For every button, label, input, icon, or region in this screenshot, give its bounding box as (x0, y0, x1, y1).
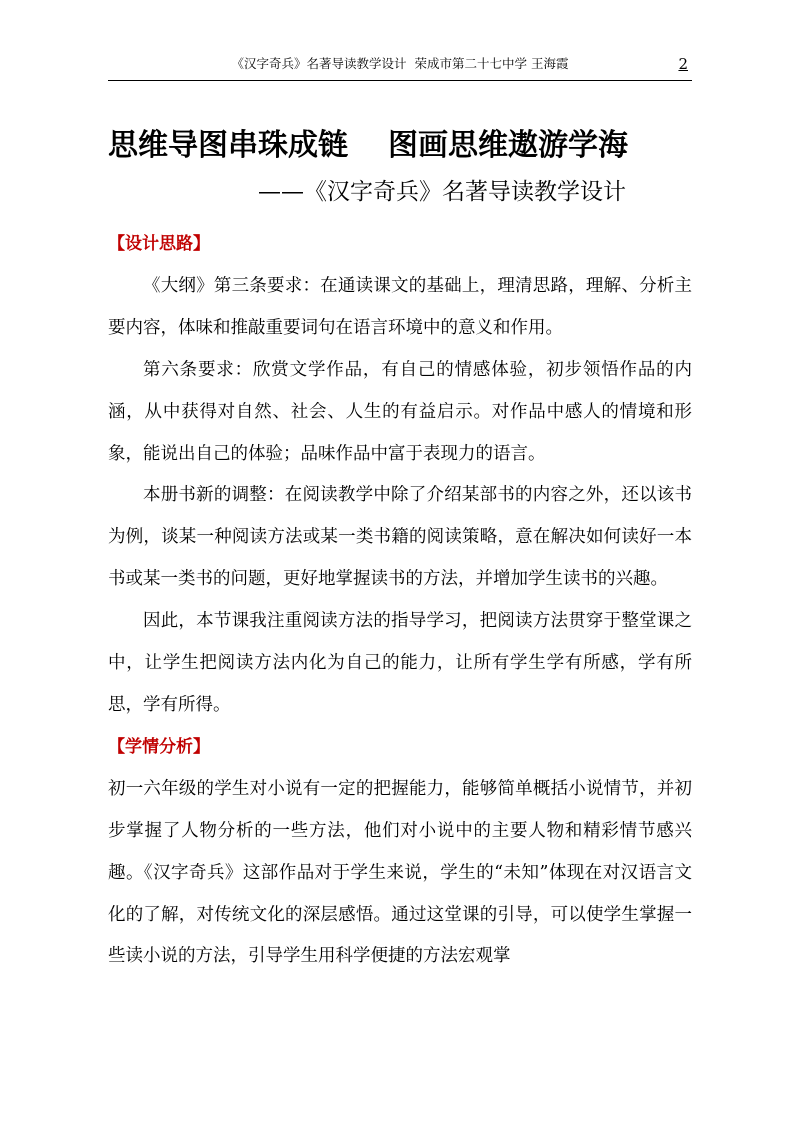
main-title-part1: 思维导图串珠成链 (108, 128, 348, 163)
paragraph-design-3: 本册书新的调整：在阅读教学中除了介绍某部书的内容之外，还以该书为例，谈某一种阅读方法或某一类书籍的阅读策略，意在解决如何读好一本书或某一类书的问题，更好地掌握读书的方法，并增加学生读书的兴趣。 (108, 485, 692, 590)
page-header (108, 54, 692, 81)
subtitle: ——《汉字奇兵》名著导读教学设计 (258, 179, 626, 205)
main-title (108, 126, 708, 166)
paragraph-design-2: 第六条要求：欣赏文学作品，有自己的情感体验，初步领悟作品的内涵，从中获得对自然、社会、人生的有益启示。对作品中感人的情境和形象，能说出自己的体验；品味作品中富于表现力的语言。 (108, 359, 692, 464)
paragraph-analysis-1: 初一六年级的学生对小说有一定的把握能力，能够简单概括小说情节，并初步掌握了人物分析的一些方法，他们对小说中的主要人物和精彩情节感兴趣。《汉字奇兵》这部作品对于学生来说，学生的“未知”体现在对汉语言文化的了解，对传统文化的深层感悟。通过这堂课的引导，可以使学生掌握一些读小说的方法，引导学生用科学便捷的方法宏观掌 (108, 778, 692, 967)
paragraph-design-4: 因此，本节课我注重阅读方法的指导学习，把阅读方法贯穿于整堂课之中，让学生把阅读方法内化为自己的能力，让所有学生学有所感，学有所思，学有所得。 (108, 611, 692, 715)
header-doc-title: 《汉字奇兵》名著导读教学设计 (231, 56, 407, 71)
paragraph-design-1: 《大纲》第三条要求：在通读课文的基础上，理清思路，理解、分析主要内容，体味和推敲重要词句在语言环境中的意义和作用。 (108, 275, 692, 338)
header-text (108, 56, 692, 72)
document-body (108, 224, 692, 978)
section-heading-design: 【设计思路】 (108, 234, 210, 254)
main-title-part2: 图画思维遨游学海 (388, 128, 628, 163)
section-heading-analysis: 【学情分析】 (108, 736, 210, 757)
header-school-author: 荣成市第二十七中学 王海霞 (414, 56, 569, 71)
page-number: 2 (678, 55, 688, 73)
